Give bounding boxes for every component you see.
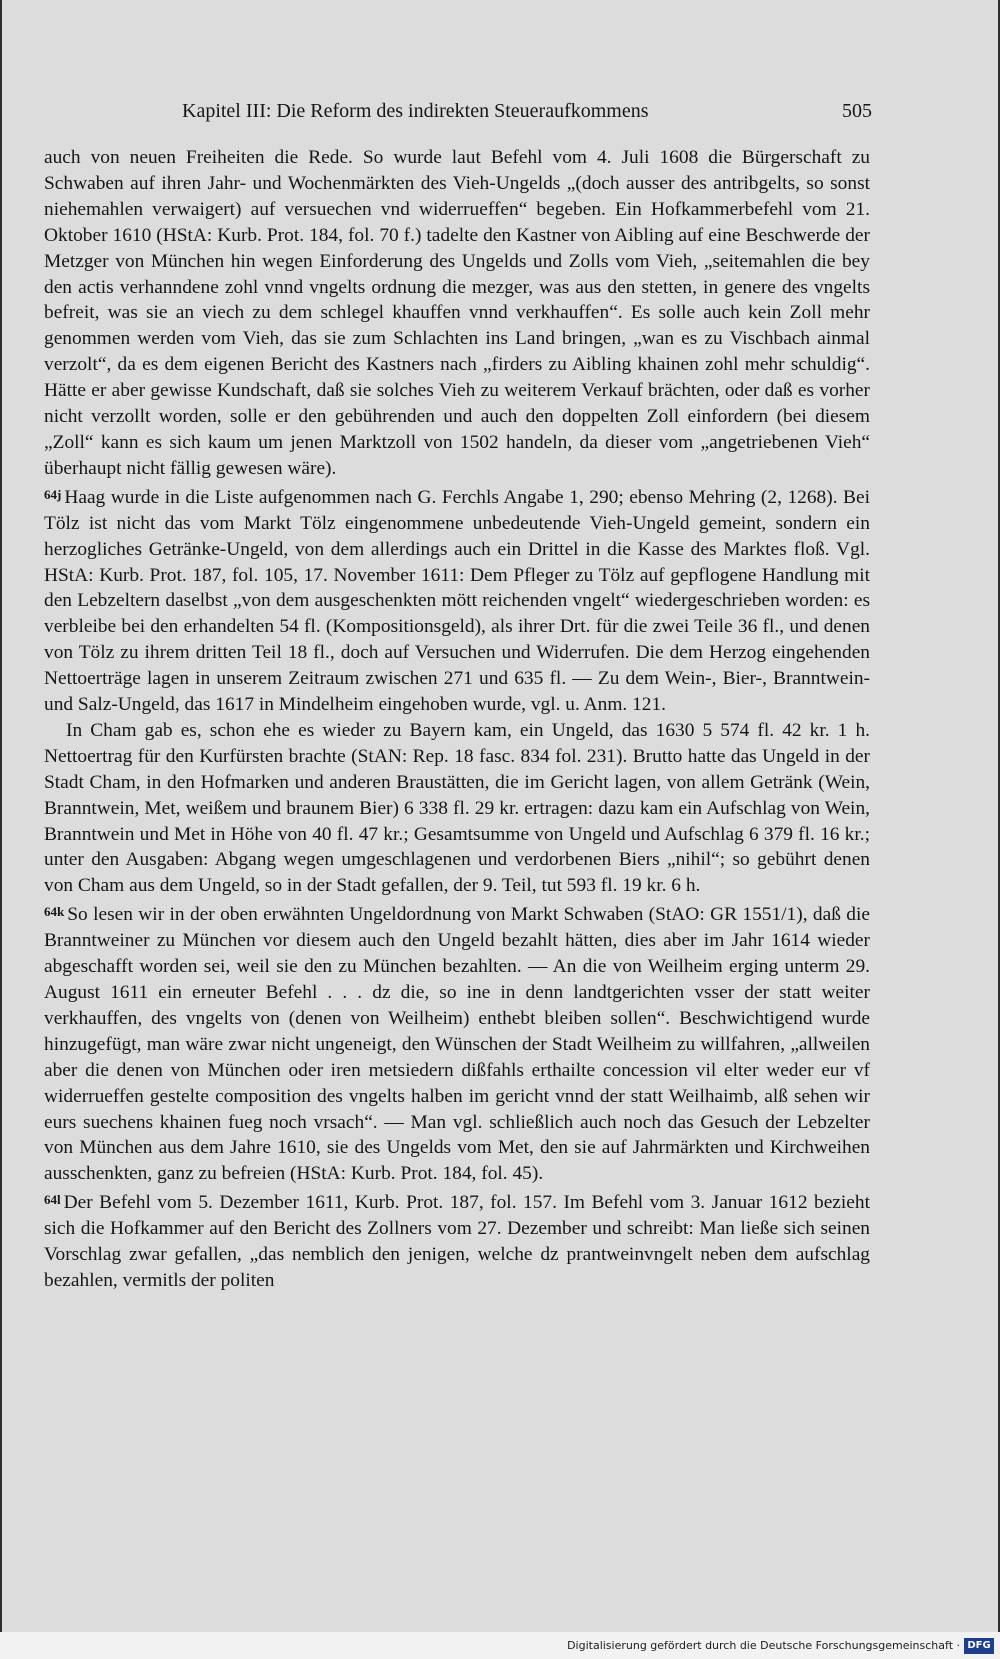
document-page	[2, 0, 998, 1632]
footnote	[44, 1187, 870, 1294]
footnote-marker: 64k	[44, 904, 65, 920]
paragraph-text: auch von neuen Freiheiten die Rede. So wurde laut Befehl vom 4. Juli 1608 die Bürgerschaft zu Schwaben auf ihren Jahr- und Wochenmärkten des Vieh-Ungelds „(doch ausser des antribgelts, so sonst niehemahlen verwaigert) auf versuechen vnd widerrueffen“ begeben. Ein Hofkammerbefehl vom 21. Oktober 1610 (HStA: Kurb. Prot. 184, fol. 70 f.) tadelte den Kastner von Aibling auf eine Beschwerde der Metzger von München hin wegen Einforderung des Ungelds und Zolls vom Vieh, „seitemahlen die bey den actis verhanndene zohl vnnd vngelts ordnung die mezger, was aus den stetten, in genere des vngelts befreit, was sie an viech zu dem schlegel khauffen vnnd verkhauffen“. Es solle auch kein Zoll mehr genommen werden vom Vieh, das sie zum Schlachten ins Land bringen, „wan es zu Vischbach ainmal verzolt“, da es dem eigenen Bericht des Kastners nach „firders zu Aibling khainen zohl mehr schuldig“. Hätte er aber gewisse Kundschaft, daß sie solches Vieh zu weiterem Verkauf brächten, oder daß es vorher nicht verzollt worden, solle er den gebührenden und auch den doppelten Zoll einfordern (bei diesem „Zoll“ kann es sich kaum um jenen Marktzoll von 1502 handeln, da dieser vom „angetriebenen Vieh“ überhaupt nicht fällig gewesen wäre).	[44, 147, 870, 479]
chapter-title: Kapitel III: Die Reform des indirekten Steueraufkommens	[182, 100, 649, 122]
footnote	[44, 899, 870, 1187]
digitization-footer	[0, 1632, 1000, 1659]
footnote-marker: 64l	[44, 1192, 61, 1208]
paragraph-text: In Cham gab es, schon ehe es wieder zu Bayern kam, ein Ungeld, das 1630 5 574 fl. 42 kr. 1 h. Nettoertrag für den Kurfürsten brachte (StAN: Rep. 18 fasc. 834 fol. 231). Brutto hatte das Ungeld in der Stadt Cham, in den Hofmarken und anderen Braustätten, die im Gericht lagen, von allem Getränk (Wein, Branntwein, Met, weißem und braunem Bier) 6 338 fl. 29 kr. ertragen: dazu kam ein Aufschlag von Wein, Branntwein und Met in Höhe von 40 fl. 47 kr.; Gesamtsumme von Ungeld und Aufschlag 6 379 fl. 16 kr.; unter den Ausgaben: Abgang wegen umgeschlagenen und verdorbenen Biers „nihil“; so gebührt denen von Cham aus dem Ungeld, so in der Stadt gefallen, der 9. Teil, tut 593 fl. 19 kr. 6 h.	[44, 719, 870, 897]
running-header	[182, 96, 872, 126]
paragraph	[44, 145, 870, 482]
footnote-text: So lesen wir in der oben erwähnten Ungeldordnung von Markt Schwaben (StAO: GR 1551/1), daß die Branntweiner zu München vor diesem auch den Ungeld bezahlt hätten, dies aber im Jahr 1614 wieder abgeschafft worden sei, weil sie den zu München bezahlten. — An die von Weilheim erging unterm 29. August 1611 ein erneuter Befehl . . . dz die, so ine in denn landtgerichten vsser der statt weiter verkhauffen, des vngelts von (denen von Weilheim) enthebt bleiben sollen“. Beschwichtigend wurde hinzugefügt, man wäre zwar nicht ungeneigt, den Wünschen der Stadt Weilheim zu willfahren, „allweilen aber die denen von München oder iren metsiedern dißfahls erthailte concession vil elter weder eur vf widerrueffen gestelte composition des vngelts halben im gericht vnnd der statt Weilhaimb, alß sehen wir eurs suechens khainen fueg noch vrsach“. — Man vgl. schließlich auch noch das Gesuch der Lebzelter von München aus dem Jahre 1610, sie des Ungelds vom Met, den sie auf Jahrmärkten und Kirchweihen ausschenkten, ganz zu befreien (HStA: Kurb. Prot. 184, fol. 45).	[44, 904, 870, 1185]
footnote	[44, 482, 870, 718]
paragraph	[44, 718, 870, 899]
footnote-text: Der Befehl vom 5. Dezember 1611, Kurb. Prot. 187, fol. 157. Im Befehl vom 3. Januar 1612 bezieht sich die Hofkammer auf den Bericht des Zollners vom 27. Dezember und schreibt: Man ließe sich seinen Vorschlag zwar gefallen, „das nemblich den jenigen, welche dz prantweinvngelt neben dem aufschlag bezahlen, vermitls der politen	[44, 1192, 870, 1291]
dfg-logo-icon: DFG	[964, 1638, 994, 1654]
funding-notice: Digitalisierung gefördert durch die Deutsche Forschungsgemeinschaft ·	[567, 1639, 960, 1652]
footnote-text: Haag wurde in die Liste aufgenommen nach G. Ferchls Angabe 1, 290; ebenso Mehring (2, 1268). Bei Tölz ist nicht das vom Markt Tölz eingenommene unbedeutende Vieh-Ungeld gemeint, sondern ein herzogliches Getränke-Ungeld, von dem allerdings auch ein Drittel in die Kasse des Marktes floß. Vgl. HStA: Kurb. Prot. 187, fol. 105, 17. November 1611: Dem Pfleger zu Tölz auf gepflogene Handlung mit den Lebzeltern daselbst „von dem ausgeschenkten mött reichenden vngelt“ wiedergeschrieben worden: es verbleibe bei den erhandelten 54 fl. (Kompositionsgeld), als ihrer Drt. für die zwei Teile 36 fl., und denen von Tölz zu ihrem dritten Teil 18 fl., doch auf Versuchen und Widerrufen. Die dem Herzog eingehenden Nettoerträge lagen in unserem Zeitraum zwischen 271 und 635 fl. — Zu dem Wein-, Bier-, Branntwein- und Salz-Ungeld, das 1617 in Mindelheim eingehoben wurde, vgl. u. Anm. 121.	[44, 486, 870, 716]
footnote-marker: 64j	[44, 486, 62, 502]
body-text	[44, 145, 870, 1294]
page-number: 505	[842, 100, 872, 122]
